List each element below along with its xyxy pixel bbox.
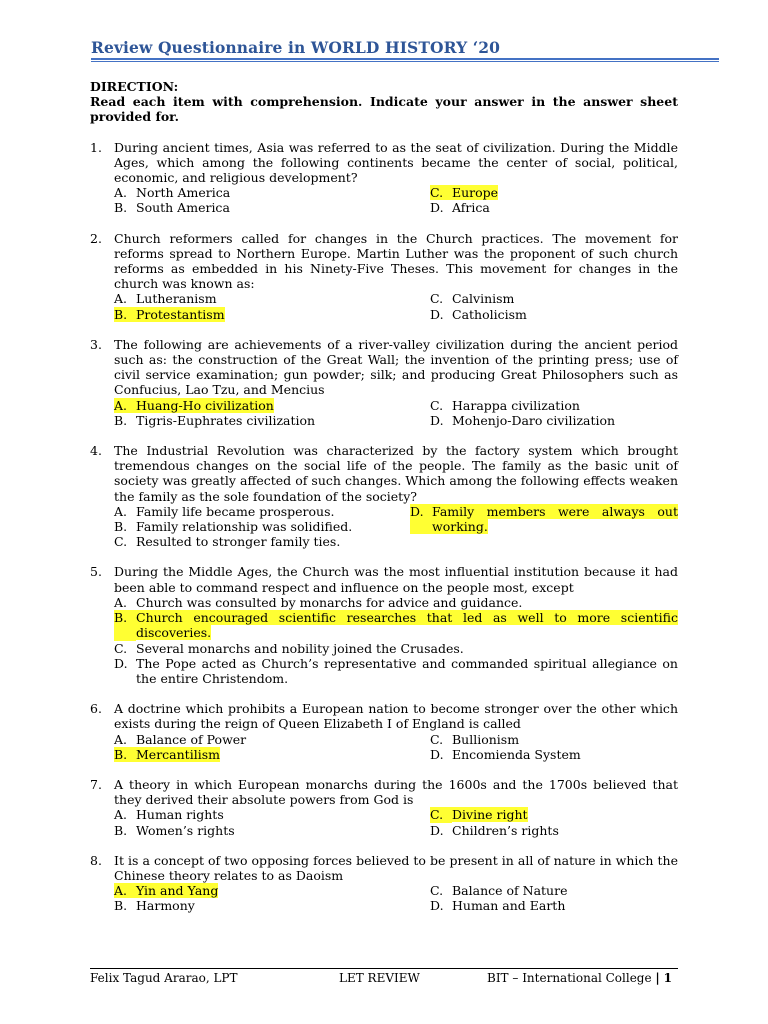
question-number: 5. xyxy=(90,564,102,580)
option-b-answer: B. Mercantilism xyxy=(114,746,220,762)
option-a: A. Lutheranism xyxy=(114,291,217,307)
question-1 xyxy=(90,140,678,216)
question-text: It is a concept of two opposing forces believed to be present in all of nature in which the Chinese theory relates to as Daoism xyxy=(114,852,678,883)
option-a: A. Family life became prosperous. xyxy=(114,503,335,519)
question-number: 2. xyxy=(90,230,102,246)
direction-heading: DIRECTION: xyxy=(90,79,179,94)
question-2 xyxy=(90,231,678,322)
question-text: Church reformers called for changes in the Church practices. The movement for reforms spread to Northern Europe. Martin Luther was the proponent of such church reforms as embedded in his Ninety-Five Theses. This movement for changes in the church was known as: xyxy=(114,230,678,292)
document-title: Review Questionnaire in WORLD HISTORY ‘20 xyxy=(91,38,501,57)
option-d: D. Encomienda System xyxy=(430,746,581,762)
page-content xyxy=(90,79,678,929)
question-6 xyxy=(90,701,678,762)
question-text: A theory in which European monarchs during the 1600s and the 1700s believed that they derived their absolute powers from God is xyxy=(114,776,678,808)
option-b: B. Family relationship was solidified. xyxy=(114,519,353,535)
option-b: B. Tigris-Euphrates civilization xyxy=(114,412,316,428)
question-text: The following are achievements of a river-valley civilization during the ancient period such as: the construction of the Great Wall; the invention of the printing press; use of civil service examination; gun powder; silk; and producing Great Philosophers such as Confucius, Lao Tzu, and Mencius xyxy=(114,336,678,398)
question-number: 6. xyxy=(90,701,102,717)
direction-text: Read each item with comprehension. Indicate your answer in the answer sheet provided for. xyxy=(90,94,678,125)
option-d-answer: D. Family members were always out working. xyxy=(410,503,678,535)
option-a-answer: A. Huang-Ho civilization xyxy=(114,397,274,413)
question-number: 4. xyxy=(90,443,102,459)
question-number: 1. xyxy=(90,139,102,155)
option-c: C. Balance of Nature xyxy=(430,883,568,899)
option-d: D. Children’s rights xyxy=(430,822,559,838)
option-b: B. Harmony xyxy=(114,898,195,914)
option-c: C. Resulted to stronger family ties. xyxy=(114,534,341,550)
option-d: D. Mohenjo-Daro civilization xyxy=(430,412,616,428)
question-number: 3. xyxy=(90,336,102,352)
question-5 xyxy=(90,564,678,686)
option-a: A. Human rights xyxy=(114,807,224,823)
option-c: C. Harappa civilization xyxy=(430,397,580,413)
question-7 xyxy=(90,777,678,838)
question-number: 8. xyxy=(90,852,102,868)
option-d: D. Africa xyxy=(430,200,490,216)
question-8 xyxy=(90,853,678,914)
option-d: D. Catholicism xyxy=(430,306,527,322)
option-d: D. Human and Earth xyxy=(430,898,566,914)
question-text: A doctrine which prohibits a European nation to become stronger over the other which exists during the reign of Queen Elizabeth I of England is called xyxy=(114,701,678,732)
question-text: During ancient times, Asia was referred to as the seat of civilization. During the Middle Ages, which among the following continents became the center of social, political, economic, and religious development? xyxy=(114,139,678,186)
footer-center: LET REVIEW xyxy=(339,971,420,985)
question-4 xyxy=(90,443,678,549)
option-c-answer: C. Europe xyxy=(430,185,499,201)
option-b-answer: B. Church encouraged scientific researches that led as well to more scientific discoveries. xyxy=(114,610,678,641)
option-b: B. Women’s rights xyxy=(114,822,235,838)
option-c: C. Bullionism xyxy=(430,731,520,747)
question-text: The Industrial Revolution was characterized by the factory system which brought tremendous changes on the social life of the people. The family as the basic unit of society was greatly affected of such changes. Which among the following effects weaken the family as the sole foundation of the society? xyxy=(114,443,678,504)
option-a: A. Balance of Power xyxy=(114,731,247,747)
option-c: C. Several monarchs and nobility joined the Crusades. xyxy=(114,640,464,656)
footer-institution xyxy=(487,971,672,985)
page-number: 1 xyxy=(663,971,672,985)
option-a: A. North America xyxy=(114,185,231,201)
question-text: During the Middle Ages, the Church was the most influential institution because it had been able to command respect and influence on the people most, except xyxy=(114,564,678,595)
question-3 xyxy=(90,337,678,428)
option-d: D. The Pope acted as Church’s representative and commanded spiritual allegiance on the entire Christendom. xyxy=(114,655,678,686)
footer-author: Felix Tagud Ararao, LPT xyxy=(90,971,238,985)
option-b: B. South America xyxy=(114,200,230,216)
option-c: C. Calvinism xyxy=(430,291,515,307)
option-a-answer: A. Yin and Yang xyxy=(114,883,219,899)
institution-name: BIT – International College xyxy=(487,971,652,985)
header-rule-thin xyxy=(91,61,719,62)
question-number: 7. xyxy=(90,776,102,792)
option-a: A. Church was consulted by monarchs for advice and guidance. xyxy=(114,594,523,610)
header-rule xyxy=(91,58,719,60)
footer-separator: | xyxy=(655,971,660,985)
option-b-answer: B. Protestantism xyxy=(114,306,225,322)
option-c-answer: C. Divine right xyxy=(430,807,528,823)
footer-rule xyxy=(90,968,678,969)
